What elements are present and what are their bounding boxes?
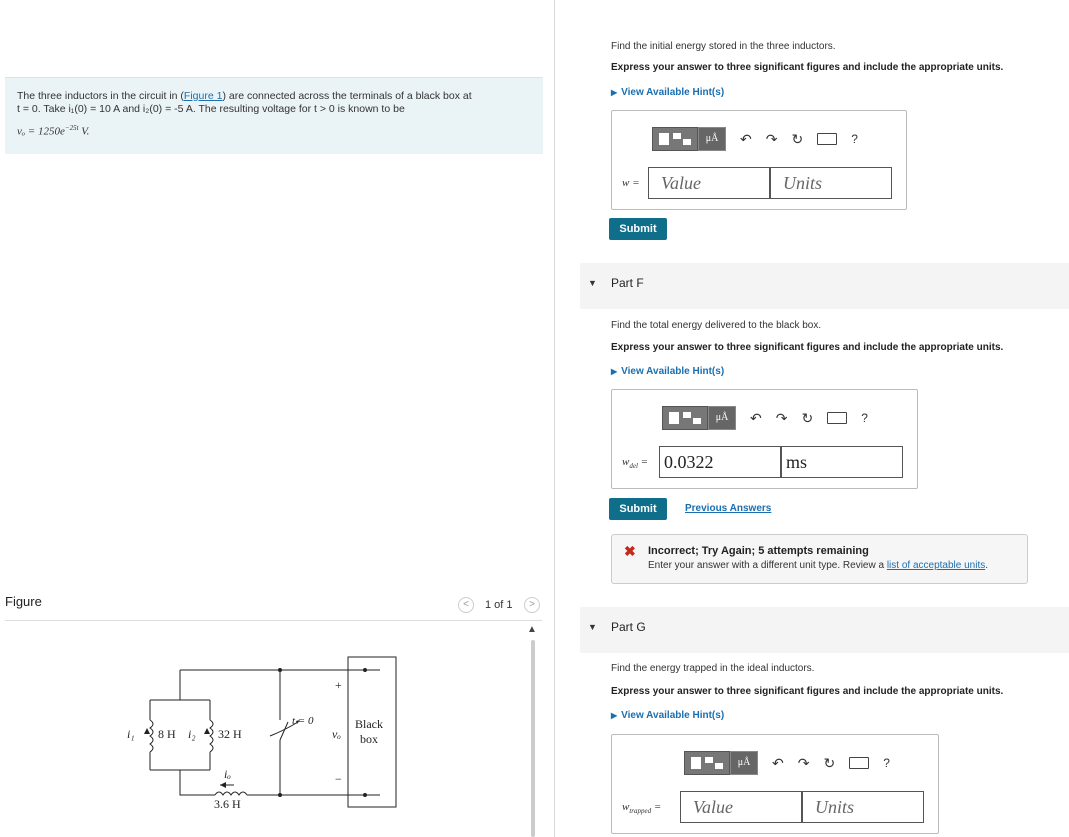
label-box: box [360,732,378,746]
label-io: iₒ [224,767,231,781]
incorrect-icon: ✖ [624,543,636,559]
inductor-8h [150,720,153,752]
partE-value-input[interactable]: Value [648,167,770,199]
template-button[interactable] [662,406,708,430]
scroll-up-icon[interactable]: ▲ [527,624,537,635]
reset-icon[interactable]: ↻ [791,130,804,147]
units-button[interactable]: μÅ [698,127,726,151]
column-divider [554,0,555,837]
partF-toolbar [662,406,868,430]
partF-units-input[interactable]: ms [781,446,903,478]
figure-title: Figure [5,594,42,609]
keyboard-icon[interactable] [849,757,869,769]
label-32h: 32 H [218,727,242,741]
template-button[interactable] [652,127,698,151]
partE-hint[interactable]: ▶ View Available Hint(s) [611,87,725,98]
help-icon[interactable]: ? [851,132,858,146]
problem-statement [5,77,543,154]
redo-icon[interactable]: ↷ [775,409,788,426]
problem-line-1: The three inductors in the circuit in (Figure 1) are connected across the terminals of a black box at [17,90,472,102]
inductor-32h [210,720,213,752]
label-plus: + [335,678,342,692]
figure-pager: 1 of 1 [485,599,513,611]
reset-icon[interactable]: ↻ [801,409,814,426]
template-button[interactable] [684,751,730,775]
partE-submit-button[interactable]: Submit [609,218,667,240]
partG-instruction: Express your answer to three significant figures and include the appropriate units. [611,686,1004,697]
label-i1: i₁ [127,727,135,741]
redo-icon[interactable]: ↷ [765,130,778,147]
partE-question: Find the initial energy stored in the three inductors. [611,41,836,52]
undo-icon[interactable]: ↶ [740,130,752,147]
box-terminal-bottom [363,793,367,797]
feedback-box [611,534,1028,584]
expand-icon: ▶ [611,711,618,720]
partG-units-input[interactable]: Units [802,791,924,823]
feedback-title: Incorrect; Try Again; 5 attempts remaining [648,545,869,557]
feedback-text: Enter your answer with a different unit type. Review a list of acceptable units. [648,560,988,571]
undo-icon[interactable]: ↶ [772,754,784,771]
figure-rule [5,620,542,621]
keyboard-icon[interactable] [817,133,837,145]
collapse-icon: ▼ [588,622,597,632]
partE-toolbar [652,127,858,151]
label-vo: vₒ [332,727,341,741]
partG-hint[interactable]: ▶ View Available Hint(s) [611,710,725,721]
partE-units-input[interactable]: Units [770,167,892,199]
partE-variable: w = [622,177,640,189]
expand-icon: ▶ [611,88,618,97]
label-8h: 8 H [158,727,176,741]
partG-header[interactable]: ▼ Part G [580,607,1069,653]
problem-line-2: t = 0. Take i₁(0) = 10 A and i₂(0) = -5 A. The resulting voltage for t > 0 is known to be [17,103,405,115]
partF-answer-box [611,389,918,489]
partG-question: Find the energy trapped in the ideal inductors. [611,663,815,674]
reset-icon[interactable]: ↻ [823,754,836,771]
figure-link[interactable]: Figure 1 [183,90,223,102]
next-figure-button[interactable]: > [524,597,540,613]
partG-value-input[interactable]: Value [680,791,802,823]
units-button[interactable]: μÅ [708,406,736,430]
partF-question: Find the total energy delivered to the black box. [611,320,822,331]
label-minus: − [335,772,342,786]
i2-arrow-icon [204,728,210,734]
partF-submit-button[interactable]: Submit [609,498,667,520]
units-button[interactable]: μÅ [730,751,758,775]
expand-icon: ▶ [611,367,618,376]
partG-answer-box [611,734,939,834]
label-black: Black [355,717,383,731]
collapse-icon: ▼ [588,278,597,288]
help-icon[interactable]: ? [883,756,890,770]
inductor-3.6h [215,792,247,795]
partF-value-input[interactable]: 0.0322 [659,446,781,478]
label-t0: t = 0 [292,715,314,727]
label-3.6h: 3.6 H [214,797,241,810]
left-bottom-wire [180,770,215,795]
redo-icon[interactable]: ↷ [797,754,810,771]
figure-scrollbar[interactable] [531,640,535,837]
partG-variable: $w_{trapped}$ = [622,801,662,816]
prev-figure-button[interactable]: < [458,597,474,613]
partG-toolbar [684,751,890,775]
keyboard-icon[interactable] [827,412,847,424]
partE-instruction: Express your answer to three significant figures and include the appropriate units. [611,62,1004,73]
help-icon[interactable]: ? [861,411,868,425]
acceptable-units-link[interactable]: list of acceptable units [886,560,986,571]
i1-arrow-icon [144,728,150,734]
partE-answer-box [611,110,907,210]
node-bottom [278,793,282,797]
node-top [278,668,282,672]
box-terminal-top [363,668,367,672]
partF-instruction: Express your answer to three significant figures and include the appropriate units. [611,342,1004,353]
previous-answers-link[interactable]: Previous Answers [685,503,772,514]
partF-hint[interactable]: ▶ View Available Hint(s) [611,366,725,377]
circuit-diagram [120,650,410,810]
partF-variable: $w_{del}$ = [622,456,649,471]
label-i2: i₂ [188,727,196,741]
partF-header[interactable]: ▼ Part F [580,263,1069,309]
undo-icon[interactable]: ↶ [750,409,762,426]
problem-line-3: $v_o = 1250e^{-25t}$ V. [17,124,90,138]
